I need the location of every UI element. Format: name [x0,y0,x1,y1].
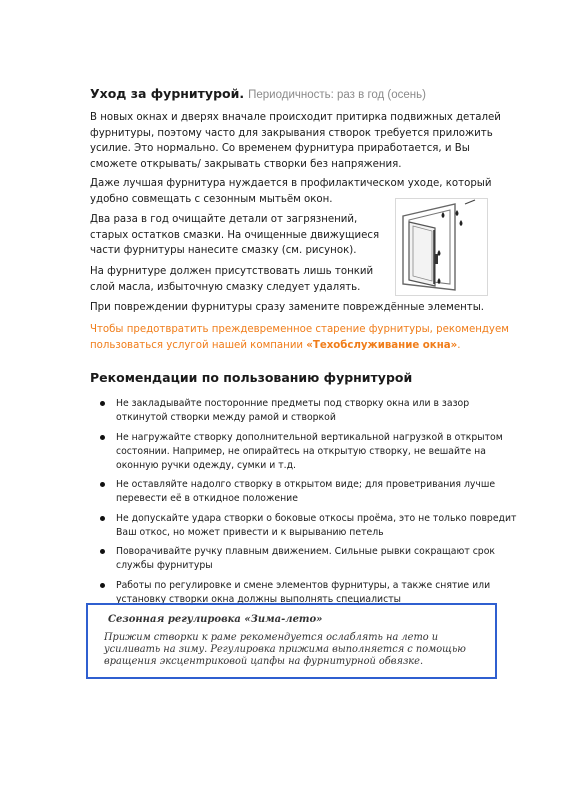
list-item-text: Не нагружайте створку дополнительной вертикальной нагрузкой в открытом состоянии. Например, не опирайтесь на открытую створку, не вешайте на оконную ручки одежду, сумки и т.д. [116,431,503,471]
list-item-text: Не оставляйте надолго створку в открытом виде; для проветривания лучше перевести её в откидное положение [116,479,496,504]
paragraph-cleaning: Два раза в год очищайте детали от загрязнений, старых остатков смазки. На очищенные движущиеся части фурнитуры нанесите смазку (см. рисунок). [90,214,380,256]
bullet-icon [100,583,105,588]
list-item-text: Поворачивайте ручку плавным движением. Сильные рывки сокращают срок службы фурнитуры [116,546,496,571]
list-item [100,431,520,473]
heading-title: Уход за фурнитурой. [90,86,245,101]
list-item-text: Работы по регулировке и смене элементов фурнитуры, а также снятие или установку створки окна должны выполнять специалисты [116,579,491,605]
seasonal-adjustment-note [86,603,497,679]
section-heading [90,86,530,103]
paragraph-intro: В новых окнах и дверях вначале происходит притирка подвижных деталей фурнитуры, поэтому часто для закрывания створок требуется приложить усилие. Это нормально. Со временем фурнитура приработается, и Вы сможете открывать/ закрывать створки без напряжения. [90,112,501,170]
paragraph-maintenance: Даже лучшая фурнитура нуждается в профилактическом уходе, который удобно совмещать с сезонным мытьём окон. [90,178,492,205]
list-item [100,478,520,506]
list-item [100,512,520,540]
service-text: Чтобы предотвратить преждевременное старение фурнитуры, рекомендуем пользоваться услугой нашей компании [90,324,509,351]
window-lubrication-diagram-icon [395,198,488,296]
list-item [100,397,520,425]
note-title: Сезонная регулировка «Зима-лето» [108,614,323,625]
service-link[interactable]: «Техобслуживание окна» [306,339,458,351]
list-item-text: Не допускайте удара створки о боковые откосы проёма, это не только повредит Ваш откос, но может привести и к вырыванию петель [116,512,517,538]
bullet-icon [100,516,105,521]
recommendations-title: Рекомендации по пользованию фурнитурой [90,370,413,385]
bullet-icon [100,482,105,487]
paragraph-oil: На фурнитуре должен присутствовать лишь тонкий слой масла, избыточную смазку следует удалять. [90,266,374,293]
paragraph-replace: При повреждении фурнитуры сразу замените повреждённые элементы. [90,302,484,313]
note-body: Прижим створки к раме рекомендуется ослаблять на лето и усиливать на зиму. Регулировка прижима выполняется с помощью вращения эксцентриковой цапфы на фурнитурной обвязке. [104,632,466,667]
bullet-icon [100,435,105,440]
bullet-icon [100,401,105,406]
service-end: . [457,339,461,351]
list-item [100,545,520,573]
list-item-text: Не закладывайте посторонние предметы под створку окна или в зазор откинутой створки между рамой и створкой [116,398,470,423]
service-paragraph [90,322,515,353]
bullet-icon [100,549,105,554]
heading-period: Периодичность: раз в год (осень) [248,89,426,101]
recommendations-list [100,397,520,612]
